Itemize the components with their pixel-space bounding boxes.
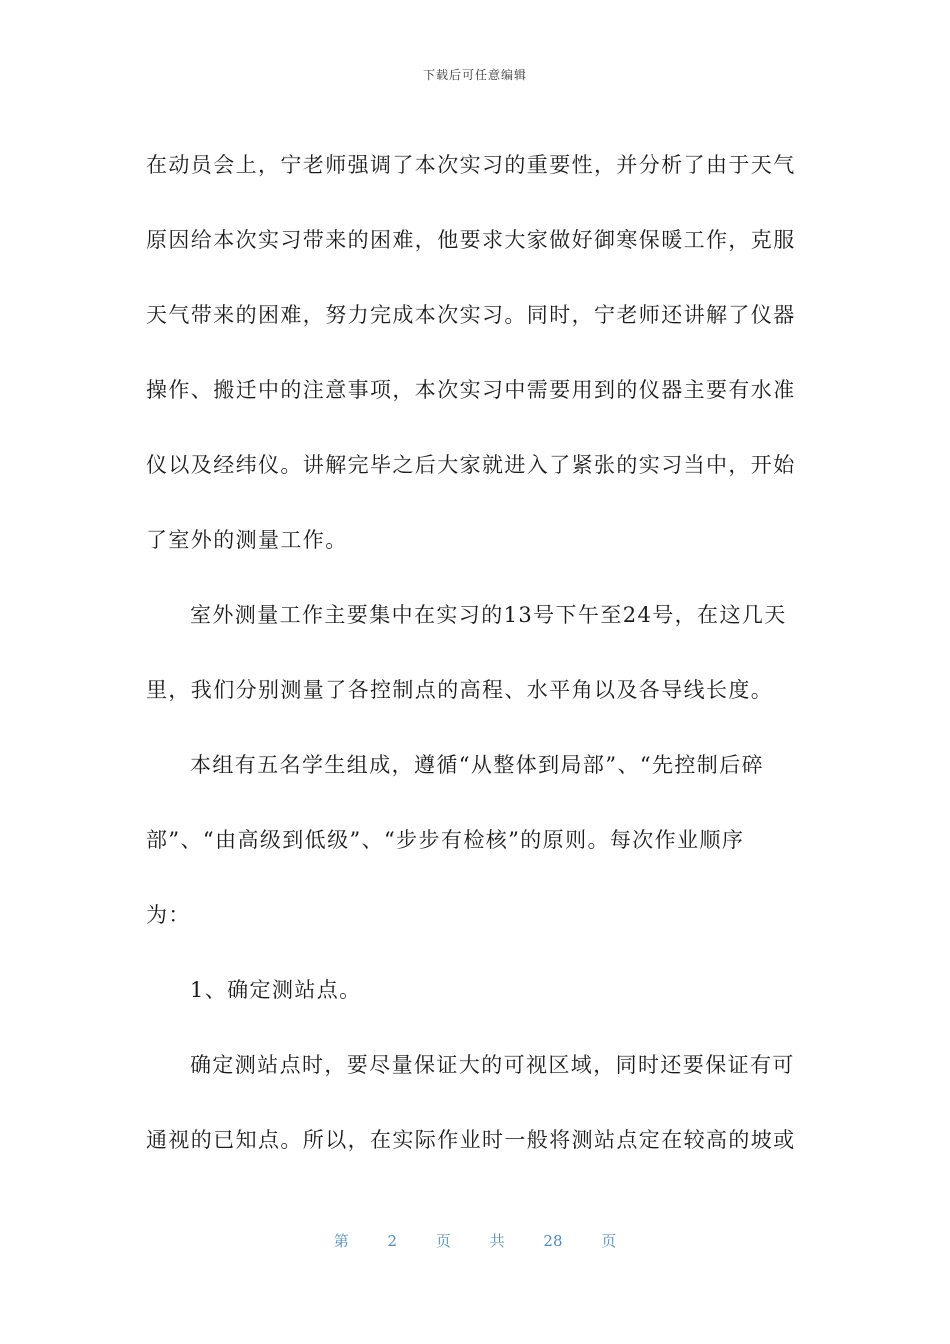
text-line: 1、确定测站点。 [190, 978, 362, 1002]
paragraph-5 [146, 1028, 794, 1178]
text-line: 原因给本次实习带来的困难，他要求大家做好御寒保暖工作，克服 [146, 228, 796, 252]
text-line: 里，我们分别测量了各控制点的高程、水平角以及各导线长度。 [146, 678, 774, 702]
text-line: 在动员会上，宁老师强调了本次实习的重要性，并分析了由于天气 [146, 153, 796, 177]
paragraph-1 [146, 128, 794, 578]
footer-label-total: 共 [489, 1232, 505, 1250]
footer-label-total-unit: 页 [601, 1232, 617, 1250]
text-line: 了室外的测量工作。 [146, 528, 348, 552]
text-line: 通视的已知点。所以，在实际作业时一般将测站点定在较高的坡或 [146, 1128, 796, 1152]
text-line: 室外测量工作主要集中在实习的13号下午至24号，在这几天 [190, 603, 787, 627]
text-line: 本组有五名学生组成，遵循“从整体到局部”、“先控制后碎 [190, 753, 765, 777]
paragraph-4 [146, 953, 794, 1028]
footer-total-pages: 28 [543, 1232, 563, 1250]
page-footer [0, 1230, 950, 1251]
paragraph-2 [146, 578, 794, 728]
text-line: 确定测站点时，要尽量保证大的可视区域，同时还要保证有可 [190, 1053, 795, 1077]
text-line: 操作、搬迁中的注意事项，本次实习中需要用到的仪器主要有水准 [146, 378, 796, 402]
paragraph-3 [146, 728, 794, 953]
document-body [146, 128, 794, 1178]
footer-page-number: 2 [387, 1232, 398, 1250]
text-line: 为： [146, 903, 191, 927]
text-line: 部”、“由高级到低级”、“步步有检核”的原则。每次作业顺序 [146, 828, 745, 852]
footer-label-page: 第 [333, 1232, 349, 1250]
text-line: 天气带来的困难，努力完成本次实习。同时，宁老师还讲解了仪器 [146, 303, 796, 327]
text-line: 仪以及经纬仪。讲解完毕之后大家就进入了紧张的实习当中，开始 [146, 453, 796, 477]
footer-label-page-unit: 页 [435, 1232, 451, 1250]
page-header: 下载后可任意编辑 [422, 68, 527, 82]
